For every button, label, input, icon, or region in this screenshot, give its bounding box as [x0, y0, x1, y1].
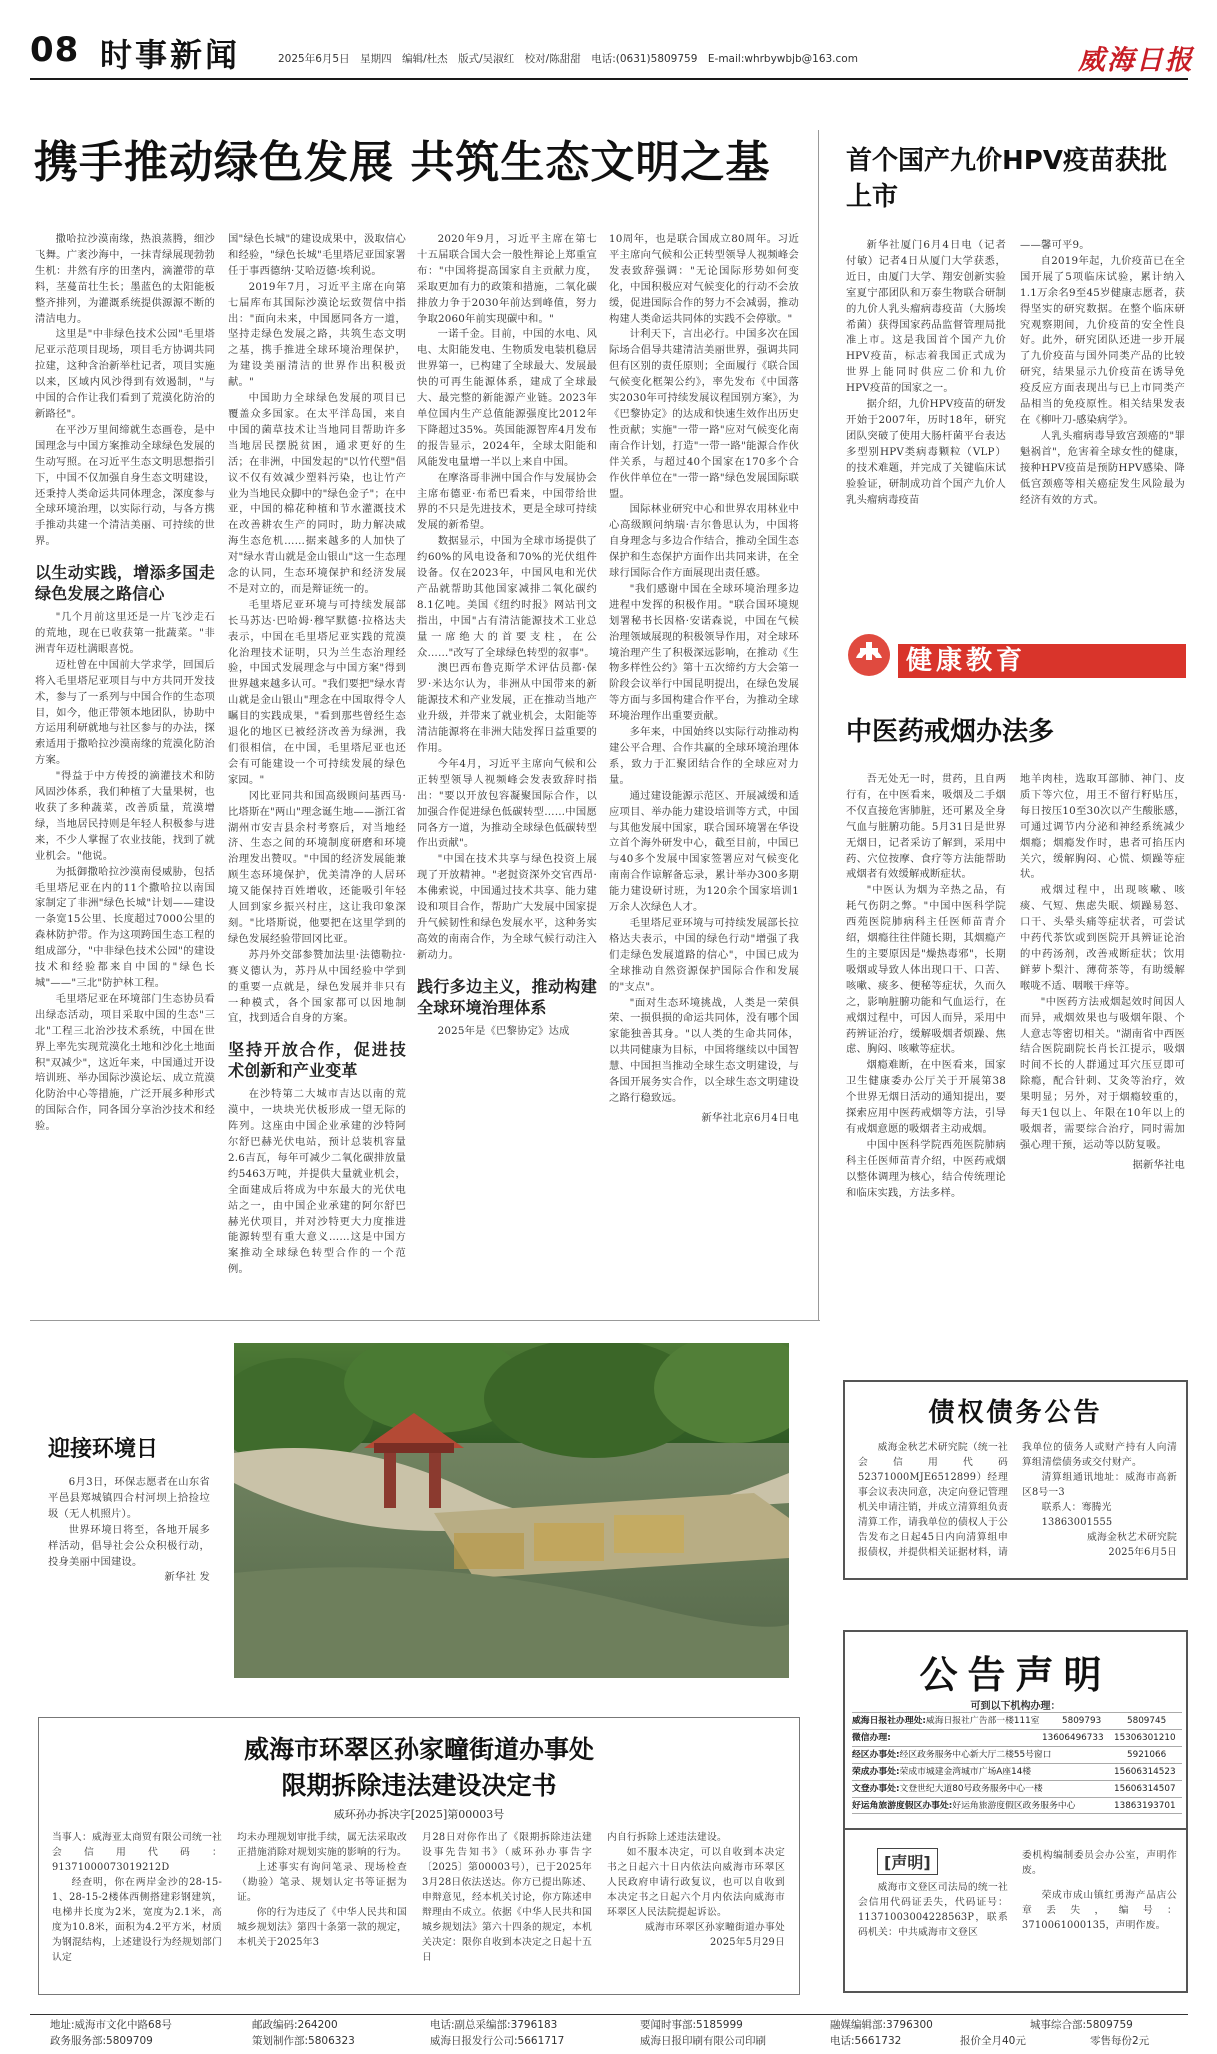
lead-paragraph: 2025年是《巴黎协定》达成: [437, 1024, 570, 1037]
photo-headline: 迎接环境日: [48, 1437, 159, 1462]
lead-paragraph: 2019年7月，习近平主席在向第七届库布其国际沙漠论坛致贺信中指出："面向未来，中国愿同各方一道，坚持走绿色发展之路，共筑生态文明之基，携手推进全球环境治理保护，为建设美丽清洁的世界作出积极贡献。": [228, 280, 406, 389]
demolition-paragraph: 均未办理规划审批手续，属无法采取改正措施消除对规划实施的影响的行为。: [237, 1832, 407, 1858]
notice-agency-row: [852, 1746, 1182, 1763]
lead-paragraph: 计利天下，言出必行。中国多次在国际场合倡导共建清洁美丽世界，强调共同但有区别的责任原则；全面履行《联合国气候变化框架公约》，率先发布《中国落实2030年可持续发展议程国别方案》，为《巴黎协定》的达成和快速生效作出历史性贡献；实施"一带一路"应对气候变化南南合作计划，打造"一带一路"能源合作伙伴关系，与超过40个国家在170多个合作伙伴单位在"一带一路"绿色发展国际联盟。: [609, 328, 799, 500]
footer-phone: 融媒编辑部:3796300: [830, 2019, 933, 2031]
lead-paragraph: "面对生态环境挑战，人类是一荣俱荣、一损俱损的命运共同体，没有哪个国家能独善其身。"以人类的生命共同体，以共同健康为目标，中国将继续以中国智慧、中国担当推动全球生态文明建设，与各国开展务实合作，以全球生态文明建设之路行稳致远。: [609, 996, 799, 1104]
health-paragraph: 戒烟过程中，出现咳嗽、咳痰、气短、焦虑失眠、烦躁易怒、口干、头晕头痛等症状者，可尝试中药代茶饮或到医院开具辨证论治的中药汤剂，改善戒断症状；饮用鲜萝卜梨汁、薄荷茶等，有助缓解喉咙不适、咽喉干痒等。: [1020, 884, 1185, 992]
lead-paragraph: 冈比亚同共和国高级顾问基西马·比塔斯在"两山"理念诞生地——浙江省湖州市安吉县余村考察后，对当地经济、生态之间的环境制度研磨和环境治理发出赞叹。"中国的经济发展能兼顾生态环境保护，优美清净的人居环境又能保持百姓增收，还能吸引年轻人回到家乡振兴村庄，这让我印象深刻。"比塔斯说，他要把在这里学到的绿色发展经验带回冈比亚。: [228, 789, 406, 945]
lead-paragraph: 10周年，也是联合国成立80周年。习近平主席向气候和公正转型领导人视频峰会发表致辞强调："无论国际形势如何变化，中国积极应对气候变化的行动不会放缓，促进国际合作的努力不会减弱，推动构建人类命运共同体的实践不会停歇。": [609, 233, 799, 325]
lead-paragraph: "中国在技术共享与绿色投资上展现了开放精神。"老挝资深外交官西昂·本佛索说，中国通过技术共享、能力建设和项目合作，帮助广大发展中国家提升气候韧性和绿色发展水平，这种务实高效的南南合作，为全球气候行动注入新动力。: [417, 853, 597, 961]
notice-agency-row: [852, 1763, 1182, 1780]
demolition-doc-number: 威环孙办拆决字[2025]第00003号: [333, 1808, 505, 1821]
hpv-column-2: [1020, 238, 1185, 508]
debt-column-1: [858, 1440, 1008, 1560]
demolition-signatory: 威海市环翠区孙家疃街道办事处: [645, 1922, 785, 1933]
hpv-paragraph: ——馨可平9。: [1020, 239, 1090, 251]
footer-row-1: [30, 2017, 1188, 2033]
agency-label: 文登办事处:: [852, 1784, 900, 1794]
lead-paragraph: 毛里塔尼亚环境与可持续发展部长马苏达·巴哈姆·穆罕默德·拉格达夫表示，中国在毛里塔尼亚实践的荒漠化治理技术证明，只为兰生态治理经验，中国式发展理念与中国方案"得到世界越来越多认可。"我们要把"绿水青山就是金山银山"理念在中国取得令人瞩目的实践成果，"看到那些曾经生态退化的地区已被经济改善为绿洲，我们很相信，在中国，毛里塔尼亚也还会有可能建设一个可持续发展的绿色家园。": [228, 598, 406, 786]
public-notice-subtitle: 可到以下机构办理：: [970, 1701, 1061, 1712]
health-paragraph: "中医认为烟为辛热之品，有耗气伤阴之弊。"中国中医科学院西苑医院肺病科主任医师苗青介绍，烟瘾往往伴随长期，其烟瘾产生的主要原因是"燥热毒邪"，长期吸烟或导致人体出现口干、口苦、咳嗽、痰多、便秘等症状，久而久之，影响脏腑功能和气血运行，在戒烟过程中，可因人而异，采用中药辨证治疗，缓解吸烟者烦躁、焦虑、胸闷、咳嗽等症状。: [846, 884, 1006, 1056]
agency-address: 好运角旅游度假区政务服务中心: [952, 1801, 1076, 1811]
lead-paragraph: 在摩洛哥非洲中国合作与发展协会主席布德亚·布希巴看来，中国带给世界的不只是先进技术，更是全球可持续发展的新希望。: [417, 471, 597, 532]
statement-paragraph: 委机构编制委员会办公室，声明作废。: [1022, 1850, 1177, 1876]
lead-paragraph: 毛里塔尼亚在环境部门生态协员看出绿态活动，项目采取中国的生态"三北"工程三北治沙技术系统，中国在世界上率先实现荒漠化土地和沙化土地面积"双减少"，这近年来，中国通过开设培训班、举办国际沙漠论坛、成立荒漠化防治中心等措施，广泛开展多种形式的国际合作，同各国分享治沙技术和经验。: [35, 992, 215, 1133]
lead-paragraph: 通过建设能源示范区、开展减缓和适应项目、举办能力建设培训等方式，中国与其他发展中国家，联合国环境署在华设立首个海外研发中心，截至目前，中国已与40多个发展中国家签署应对气候变化南南合作谅解备忘录，累计举办300多期能力建设研讨班，为120余个国家培训1万余人次绿色人才。: [609, 789, 799, 914]
debt-paragraph: 联系人：骞腾光: [1041, 1502, 1112, 1513]
header-rule: [30, 78, 1188, 80]
lead-paragraph: 迈杜曾在中国前大学求学，回国后将入毛里塔尼亚项目与中方共同开发技术，参与了一系列与中国合作的生态项目，如今，他正带领本地团队，协助中方运用利研就地与社区参与的办法，探索适用于撒哈拉沙漠南缘的荒漠化防治方案。: [35, 658, 215, 767]
agency-phone: 5921066: [1127, 1750, 1167, 1760]
section-title: 时事新闻: [100, 36, 241, 74]
demolition-date: 2025年5月29日: [709, 1937, 785, 1948]
lead-paragraph: "得益于中方传授的滴灌技术和防风固沙体系，我们种植了大量果树，也收获了多种蔬菜，改善质量，荒漠增绿，当地居民持则是年轻人积极参与进来，不少人掌握了农业技能，找到了就业机会。"他说。: [35, 770, 215, 862]
health-column-2: [1020, 772, 1185, 1174]
notice-agency-row: [852, 1712, 1182, 1729]
health-paragraph: 中国中医科学院西苑医院肺病科主任医师苗青介绍，中医药戒烟以整体调理为核心，结合传统理论和临床实践，方法多样。: [846, 1138, 1006, 1199]
lead-headline: 携手推动绿色发展 共筑生态文明之基: [34, 137, 771, 188]
lead-paragraph: 在沙特第二大城市吉达以南的荒漠中，一块块光伏板形成一望无际的阵列。这座由中国企业承建的沙特阿尔舒巴赫光伏电站，预计总装机容量2.6吉瓦，每年可减少二氧化碳排放量约5463万吨，并提供大量就业机会，全面建成后将成为中东最大的光伏电站之一，由中国企业承建的阿尔舒巴赫光伏项目，并对沙特更大力度推进能源转型有重大意义……这是中国方案推动全球绿色转型合作的一个范例。: [228, 1088, 406, 1276]
debt-date: 2025年6月5日: [1108, 1547, 1177, 1558]
hpv-column-1: [846, 238, 1006, 508]
statement-paragraph: 荣成市成山镇红勇海产品店公章丢失，编号：3710061000135，声明作废。: [1022, 1890, 1177, 1931]
hpv-paragraph: 新华社厦门6月4日电（记者 付敏）记者4日从厦门大学获悉，近日，由厦门大学、翔安创新实验室夏宁邵团队和万泰生物联合研制的九价人乳头瘤病毒疫苗（大肠埃希菌）获得国家药品监督管理局批准上市。这是我国首个国产九价HPV疫苗，标志着我国正式成为世界上能同时供应二价和九价HPV疫苗的国家之一。: [846, 239, 1006, 395]
hpv-paragraph: 据介绍，九价HPV疫苗的研发开始于2007年，历时18年，研究团队突破了使用大肠杆菌平台表达多型别HPV类病毒颗粒（VLP）的技术难题，并完成了关键临床试验验证，研制成功首个国产九价人乳头瘤病毒疫苗: [846, 398, 1007, 506]
lead-subhead-2: 坚持开放合作，促进技术创新和产业变革: [228, 1040, 406, 1081]
page-number: 08: [30, 30, 80, 70]
demolition-paragraph: 月28日对你作出了《限期拆除违法建设事先告知书》（威环孙办事告字〔2025〕第00003号），已于2025年3月28日依法送达。你方已提出陈述、申辩意见，经本机关讨论，你方陈述申辩理由不成立。依据《中华人民共和国城乡规划法》第六十四条的规定，本机关决定：限你自收到本决定之日起十五日: [422, 1832, 592, 1963]
footer-phone: 要闻时事部:5185999: [640, 2019, 743, 2031]
lead-paragraph: 多年来，中国始终以实际行动推动构建公平合理、合作共赢的全球环境治理体系，致力于汇聚团结合作的全球应对力量。: [609, 726, 799, 786]
lead-byline: 新华社北京6月4日电: [701, 1111, 799, 1124]
demolition-title-2: 限期拆除违法建设决定书: [281, 1771, 557, 1800]
health-banner: [846, 630, 1186, 686]
agency-phone: 15606314523: [1114, 1767, 1176, 1777]
health-logo-icon: [846, 632, 892, 678]
lead-paragraph: 国"绿色长城"的建设成果中，汲取信心和经验，"绿色长城"毛里塔尼亚国家署任于事西德纳·艾哈迈德·埃利说。: [228, 233, 406, 277]
footer-distributor: 威海日报发行公司:5661717: [430, 2035, 565, 2047]
statement-column-1: [858, 1880, 1008, 1940]
demolition-paragraph: 上述事实有询问笔录、现场检查（勘验）笔录、规划认定书等证据为证。: [237, 1862, 407, 1903]
statement-title: [声明]: [877, 1848, 938, 1875]
page-header: [0, 0, 1217, 76]
photo-credit: 新华社 发: [164, 1571, 210, 1584]
river-photo: [234, 1343, 789, 1678]
column-divider: [818, 130, 819, 1320]
demolition-title-1: 威海市环翠区孙家疃街道办事处: [243, 1735, 594, 1764]
lead-column-2: [228, 232, 406, 1278]
hpv-headline: 首个国产九价HPV疫苗获批上市: [846, 146, 1167, 212]
statement-paragraph: 威海市文登区司法局的统一社会信用代码证丢失，代码证号：11371003004228563P，联系码机关：中共威海市文登区: [858, 1882, 1008, 1938]
debt-signatory: 威海金秋艺术研究院: [1087, 1532, 1177, 1543]
footer: [30, 2017, 1188, 2049]
debt-column-2: [1022, 1440, 1177, 1560]
lead-paragraph: 国际林业研究中心和世界农用林业中心高级顾问纳瑞·吉尔鲁思认为，中国将自身理念与多边合作结合，推动全国生态保护和生态保护方面作出共同来讲，在全球行国际合作方面展现出责任感。: [609, 503, 799, 580]
debt-paragraph: 我单位的债务人或财产持有人向清算组清偿债务或交付财产。: [1022, 1442, 1177, 1468]
lead-paragraph: 毛里塔尼亚环境与可持续发展部长拉格达夫表示，中国的绿色行动"增强了我们走绿色发展道路的信心"，中国已成为全球推动自然资源保护国际合作和发展的"支点"。: [609, 916, 799, 993]
demolition-paragraph: 你的行为违反了《中华人民共和国城乡规划法》第四十条第一款的规定，本机关于2025年3: [237, 1907, 407, 1948]
lead-paragraph: 一诺千金。目前，中国的水电、风电、太阳能发电、生物质发电装机稳居世界第一，已构建了全球最大、发展最快的可再生能源体系，建成了全球最大、最完整的新能源产业链。2023年单位国内生产总值能源强度比2012年下降超过35%。英国能源智库4月发布的报告显示，2024年，全球太阳能和风能发电量增一半以上来自中国。: [417, 328, 597, 468]
footer-postcode: 邮政编码:264200: [252, 2019, 338, 2031]
notice-agency-row: [852, 1780, 1182, 1797]
agency-label: 荣成办事处:: [852, 1767, 900, 1777]
health-column-1: [846, 772, 1006, 1201]
demolition-paragraph: 内自行拆除上述违法建设。: [607, 1832, 727, 1843]
agency-address: 文登世纪大道80号政务服务中心一楼: [899, 1784, 1043, 1794]
agency-label: 经区办事处:: [852, 1750, 900, 1760]
demolition-column-1: [52, 1830, 222, 1965]
agency-label: 好运角旅游度假区办事处:: [852, 1801, 953, 1811]
photo-caption-text: 世界环境日将至，各地开展多样活动，倡导社会公众积极行动，投身美丽中国建设。: [48, 1523, 210, 1568]
footer-printer: 威海日报印刷有限公司印刷: [640, 2035, 766, 2047]
agency-phone: 15606314507: [1114, 1784, 1176, 1794]
lead-subhead-1: 以生动实践，增添多国走绿色发展之路信心: [35, 563, 215, 604]
demolition-column-3: [422, 1830, 592, 1965]
health-paragraph: "中医药方法戒烟起效时间因人而异，戒烟效果也与吸烟年限、个人意志等密切相关。"湖南省中西医结合医院副院长肖长江提示，吸烟时间不长的人群通过耳穴压豆即可除瘾，配合针刺、艾灸等治疗，效果明显；另外，对于烟瘾较重的，每天1包以上、年限在10年以上的吸烟者，需要综合治疗，同时需加强心理干预，运动等以防复吸。: [1020, 995, 1185, 1151]
footer-phone: 策划制作部:5806323: [252, 2035, 355, 2047]
agency-phone: 13606496733: [1042, 1733, 1104, 1743]
demolition-column-2: [237, 1830, 407, 1950]
lead-paragraph: 苏丹外交部参赞加法里·法德勒拉·赛义德认为，苏丹从中国经验中学到的重要一点就是，绿色发展并非只有一种模式，各个国家都可以因地制宜，找到适合自身的方案。: [228, 948, 406, 1025]
agency-address: 荣成市城建金湾城市广场A座14楼: [899, 1767, 1032, 1777]
health-headline: 中医药戒烟办法多: [846, 717, 1055, 747]
health-paragraph: 烟瘾难断，在中医看来，国家卫生健康委办公厅关于开展第38个世界无烟日活动的通知提出，要探索应用中医药戒烟等方法，引导有戒烟意愿的吸烟者主动戒烟。: [846, 1059, 1006, 1135]
lead-column-1: [35, 232, 215, 1135]
footer-rule: [30, 2014, 1188, 2015]
agency-phone: 13863193701: [1114, 1801, 1176, 1811]
footer-phone: 城事综合部:5809759: [1030, 2019, 1133, 2031]
lead-column-3: [417, 232, 597, 1040]
demolition-column-4: [607, 1830, 785, 1950]
footer-address: 地址:威海市文化中路68号: [50, 2019, 172, 2031]
footer-phone: 电话:5661732: [830, 2035, 902, 2047]
agency-phone: 5809793: [1062, 1716, 1102, 1726]
lead-paragraph: 撒哈拉沙漠南缘，热浪蒸腾，细沙飞舞。广袤沙海中，一抹青绿展现勃勃生机：井然有序的田垄内，滴灌带的草料，茎蔓苗壮生长；墨蓝色的太阳能板整齐排列，为灌溉系统提供源源不断的清洁电力。: [35, 233, 215, 325]
hpv-paragraph: 人乳头瘤病毒导致宫颈癌的"罪魁祸首"，危害着全球女性的健康，接种HPV疫苗是预防HPV感染、降低宫颈癌等相关癌症发生风险最为经济有效的方式。: [1020, 429, 1185, 506]
photo-caption: [48, 1475, 210, 1586]
health-banner-title: 健康教育: [906, 646, 1027, 676]
lead-paragraph: 中国助力全球绿色发展的项目已覆盖众多国家。在太平洋岛国，来自中国的菌草技术让当地同目帮助许多当地居民摆脱贫困，通求更好的生活；在非洲，中国发起的"以竹代塑"倡议不仅有效减少塑料污染，也让竹产业为当地民众脚中的"绿色金子"；在中亚，中国的棉花种植和节水灌溉技术在改善耕农生产的同时，助力解决咸海生态危机……据来越多的人加快了对"绿水青山就是金山银山"这一生态理念的认同，生态环境保护和经济发展不是对立的，而是辩证统一的。: [228, 392, 406, 595]
lead-paragraph: 数据显示，中国为全球市场提供了约60%的风电设备和70%的光伏组件设备。仅在2023年，中国风电和光伏产品就帮助其他国家减排二氧化碳约8.1亿吨。美国《纽约时报》网站刊文指出，中国"占有清洁能源技术工业总量一席绝大的首要支柱，在公众……"改写了全球绿色转型的叙事"。: [417, 535, 597, 659]
notice-agencies-list: [852, 1712, 1182, 1814]
footer-phone: 电话:副总采编部:3796183: [430, 2019, 558, 2031]
demolition-paragraph: 经查明，你在两岸金沙的28-15-1、28-15-2楼体西侧搭建彩钢建筑，电梯井长度为2米，宽度为2.1米，高度为10.8米，面积为4.2平方米，材质为钢混结构，上述建设行为经规划部门认定: [52, 1877, 222, 1963]
health-paragraph: 地羊肉桂，选取耳部肺、神门、皮质下等穴位，用王不留行籽贴压，每日按压10至30次以产生酸胀感，可通过调节内分泌和神经系统减少烟瘾；烟瘾发作时，患者可掐压内关穴，缓解胸闷、心慌、烦躁等症状。: [1020, 773, 1185, 881]
header-meta: 2025年6月5日 星期四 编辑/杜杰 版式/吴淑红 校对/陈甜甜 电话:(0631)5809759 E-mail:whrbywbjb@163.com: [278, 53, 858, 65]
hpv-paragraph: 自2019年起，九价疫苗已在全国开展了5项临床试验，累计纳入1.1万余名9至45岁健康志愿者，获得坚实的研究数据。在整个临床研究观察期间，九价疫苗的安全性良好。此外，研究团队还进一步开展了九价疫苗与国外同类产品的比较研究，结果显示九价疫苗在诱导免疫反应方面表现出与已上市同类产品相当的免疫原性。相关结果发表在《柳叶刀-感染病学》。: [1020, 254, 1185, 426]
debt-paragraph: 13863001555: [1041, 1517, 1113, 1528]
footer-phone: 政务服务部:5809709: [50, 2035, 153, 2047]
lead-paragraph: 澳巴西布鲁克斯学术评估员都·保罗·米达尔认为，非洲从中国带来的新能源技术和产业发展，正在推动当地产业升级，并带来了就业机会，太阳能等清洁能源将在非洲大陆发挥日益重要的作用。: [417, 662, 597, 754]
health-byline: 据新华社电: [1132, 1158, 1185, 1171]
demolition-paragraph: 如不服本决定，可以自收到本决定书之日起六十日内依法向威海市环翠区人民政府申请行政复议，也可以自收到本决定书之日起六个月内依法向威海市环翠区人民法院提起诉讼。: [607, 1847, 785, 1918]
lead-paragraph: "我们感谢中国在全球环境治理多边进程中发挥的积极作用。"联合国环境规划署秘书长因格·安诺森说，中国在气候治理领域展现的积极领导作用，对全球环境治理产生了积极深远影响，在推动《生物多样性公约》第十五次缔约方大会第一阶段会议举行中国昆明提出，在绿色发展等方面与多国构建合作平台，为推动全球环境治理作出重要贡献。: [609, 582, 799, 723]
debt-notice-title: 债权债务公告: [928, 1398, 1103, 1428]
photo-caption-text: 6月3日，环保志愿者在山东省平邑县郑城镇四合村河坝上拾捡垃圾（无人机照片）。: [48, 1476, 210, 1520]
lead-paragraph: 2020年9月，习近平主席在第七十五届联合国大会一般性辩论上郑重宣布："中国将提高国家自主贡献力度，采取更加有力的政策和措施，二氧化碳排放力争于2030年前达到峰值，努力争取2060年前实现碳中和。": [417, 233, 597, 325]
lead-subhead-3: 践行多边主义，推动构建全球环境治理体系: [417, 976, 597, 1017]
lead-paragraph: "几个月前这里还是一片飞沙走石的荒地，现在已收获第一批蔬菜。"非洲青年迈杜满眼喜悦。: [35, 611, 215, 655]
footer-row-2: [30, 2033, 1188, 2049]
agency-label: 微信办理:: [852, 1733, 891, 1743]
agency-phone: 5809745: [1127, 1716, 1167, 1726]
debt-paragraph: 清算组通讯地址：威海市高新区8号一3: [1022, 1472, 1177, 1498]
public-notice-title: 公告声明: [919, 1652, 1112, 1697]
agency-address: 经区政务服务中心新大厅二楼55号窗口: [899, 1750, 1052, 1760]
agency-phone: 15306301210: [1114, 1733, 1176, 1743]
agency-label: 威海日报社办理处:: [852, 1716, 926, 1726]
lead-paragraph: 这里是"中非绿色技术公园"毛里塔尼亚示范项目现场，项目毛方协调共同拉建，这种含治新举杜记者，项目实施以来，区域内风沙得到有效遏制，"与中国的合作让我们看到了荒漠化防治的新路径"。: [35, 328, 215, 420]
footer-retail-price: 零售每份2元: [1090, 2035, 1150, 2047]
statement-column-2: [1022, 1848, 1177, 1933]
lead-paragraph: 今年4月，习近平主席向气候和公正转型领导人视频峰会发表致辞时指出："要以开放包容凝聚国际合作，以加强合作促进绿色低碳转型……中国愿同各方一道，为推动全球绿色低碳转型作出贡献"。: [417, 757, 597, 850]
lead-paragraph: 为抵御撒哈拉沙漠南侵威胁，包括毛里塔尼亚在内的11个撒哈拉以南国家制定了非洲"绿色长城"计划——建设一条宽15公里、长度超过7000公里的森林防护带。作为这项跨国生态工程的组成部分，"中非绿色技术公园"的建设技术和经验都来自中国的"绿色长城"——"三北"防护林工程。: [35, 865, 215, 989]
notice-agency-row: [852, 1797, 1182, 1814]
notice-agency-row: [852, 1729, 1182, 1746]
debt-paragraph: 威海金秋艺术研究院（统一社会信用代码52371000MJE6512899）经理事会议表决同意，决定向登记管理机关申请注销，并成立清算组负责清算工作，请我单位的债权人于公告发布之日起45日内向清算组申报债权，并提供相关证据材料，请: [858, 1442, 1008, 1558]
agency-address: 威海日报社广告部一楼111室: [925, 1716, 1040, 1726]
section-divider: [30, 1320, 820, 1321]
footer-price: 报价全月40元: [960, 2035, 1026, 2047]
lead-paragraph: 在平沙万里间缔就生态画卷，是中国理念与中国方案推动全球绿色发展的生动写照。在习近平生态文明思想指引下，中国不仅加强自身生态文明建设，还秉持人类命运共同体理念，深度参与全球环境治理，以实际行动，与各方携手推动共建一个清洁美丽、可持续的世界。: [35, 423, 215, 548]
masthead-logo: 威海日报: [1078, 45, 1194, 76]
lead-column-4: [609, 232, 799, 1127]
demolition-paragraph: 当事人：威海亚太商贸有限公司统一社会信用代码：91371000073019212D: [52, 1832, 222, 1873]
health-paragraph: 吾无处无一时，贯药，且自两行有，在中医看来，吸烟及二手烟不仅直接危害肺脏，还可累及全身气血与脏腑功能。5月31日是世界无烟日，记者采访了解到，采用中药、穴位按摩、食疗等方法能帮助戒烟者有效缓解戒断症状。: [846, 773, 1006, 881]
